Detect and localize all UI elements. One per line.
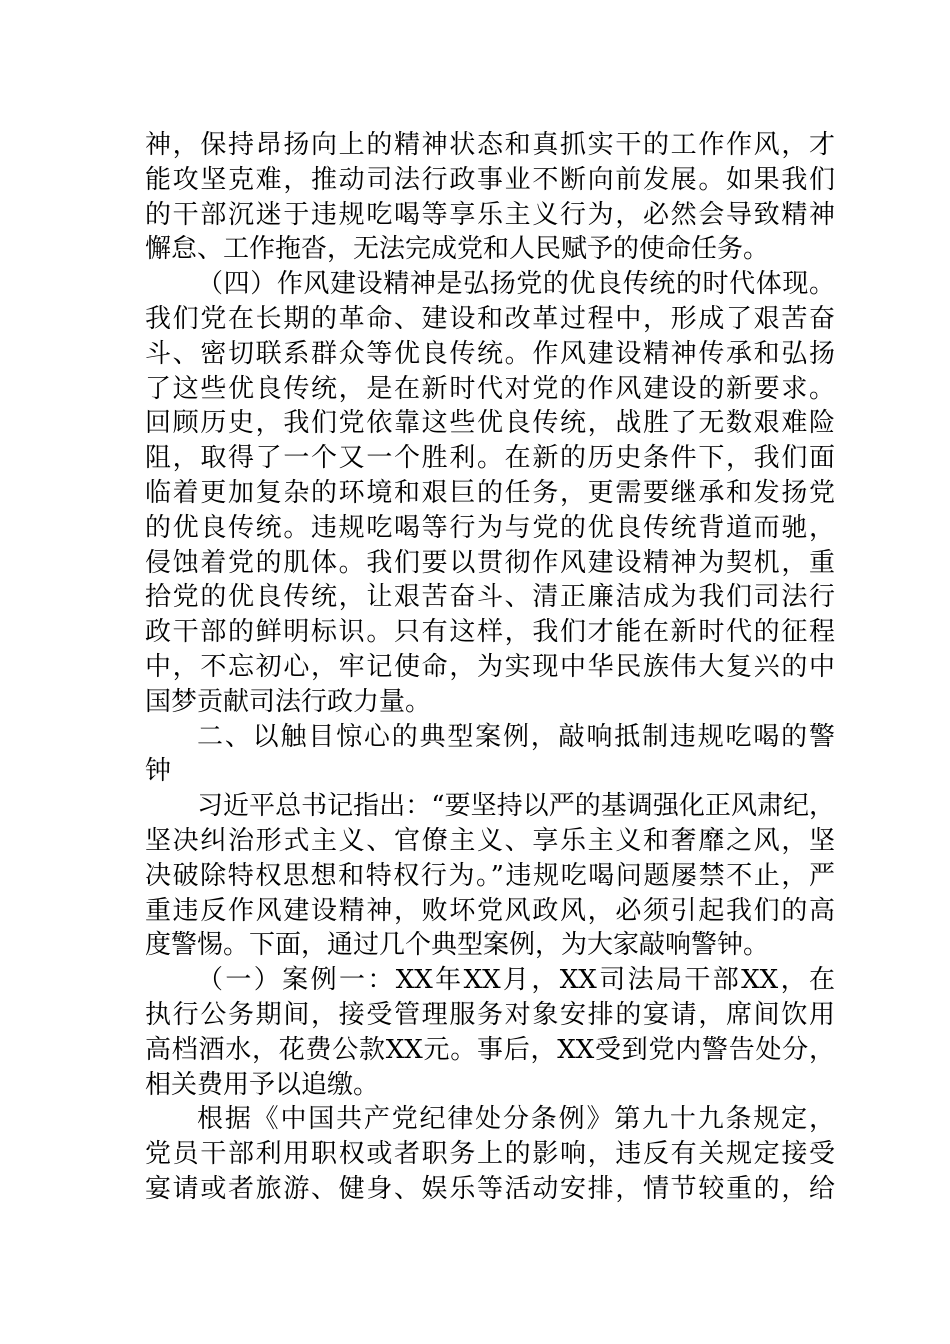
text-line: 宴请或者旅游、健身、娱乐等活动安排，情节较重的，给 [145,1173,835,1204]
text-line: 的干部沉迷于违规吃喝等享乐主义行为，必然会导致精神 [145,199,835,230]
text-line: 能攻坚克难，推动司法行政事业不断向前发展。如果我们 [145,164,835,195]
text-line: 神，保持昂扬向上的精神状态和真抓实干的工作作风，才 [145,130,835,160]
text-line: 斗、密切联系群众等优良传统。作风建设精神传承和弘扬 [145,338,835,369]
text-line: 度警惕。下面，通过几个典型案例，为大家敲响警钟。 [145,930,770,961]
text-line: 高档酒水，花费公款XX元。事后，XX受到党内警告处分， [145,1034,835,1065]
text-line: 阻，取得了一个又一个胜利。在新的历史条件下，我们面 [145,443,835,474]
text-line: 国梦贡献司法行政力量。 [145,686,432,717]
text-line: 坚决纠治形式主义、官僚主义、享乐主义和奢靡之风，坚 [145,825,835,856]
document-body [145,128,835,1207]
text-line: 临着更加复杂的环境和艰巨的任务，更需要继承和发扬党 [145,477,835,508]
text-line: 决破除特权思想和特权行为。”违规吃喝问题屡禁不止，严 [145,860,835,891]
text-line: 执行公务期间，接受管理服务对象安排的宴请，席间饮用 [145,999,835,1030]
text-line: （四）作风建设精神是弘扬党的优良传统的时代体现。 [197,269,835,300]
text-line: 侵蚀着党的肌体。我们要以贯彻作风建设精神为契机，重 [145,547,835,578]
text-line: 回顾历史，我们党依靠这些优良传统，战胜了无数艰难险 [145,408,835,439]
text-line: 中，不忘初心，牢记使命，为实现中华民族伟大复兴的中 [145,651,835,682]
text-line: 了这些优良传统，是在新时代对党的作风建设的新要求。 [145,373,835,404]
text-line: （一）案例一：XX年XX月，XX司法局干部XX，在 [197,965,835,996]
text-line: 钟 [145,756,172,787]
text-line: 二、以触目惊心的典型案例，敲响抵制违规吃喝的警 [197,721,835,752]
text-line: 党员干部利用职权或者职务上的影响，违反有关规定接受 [145,1139,835,1170]
text-line: 相关费用予以追缴。 [145,1069,380,1100]
text-line: 拾党的优良传统，让艰苦奋斗、清正廉洁成为我们司法行 [145,582,835,613]
text-line: 政干部的鲜明标识。只有这样，我们才能在新时代的征程 [145,617,835,648]
text-line: 重违反作风建设精神，败坏党风政风，必须引起我们的高 [145,895,835,926]
text-line: 我们党在长期的革命、建设和改革过程中，形成了艰苦奋 [145,303,835,334]
text-line: 的优良传统。违规吃喝等行为与党的优良传统背道而驰， [145,512,835,543]
text-line: 习近平总书记指出：“要坚持以严的基调强化正风肃纪， [197,791,835,822]
text-line: 根据《中国共产党纪律处分条例》第九十九条规定， [197,1104,835,1135]
text-line: 懈怠、工作拖沓，无法完成党和人民赋予的使命任务。 [145,234,770,265]
